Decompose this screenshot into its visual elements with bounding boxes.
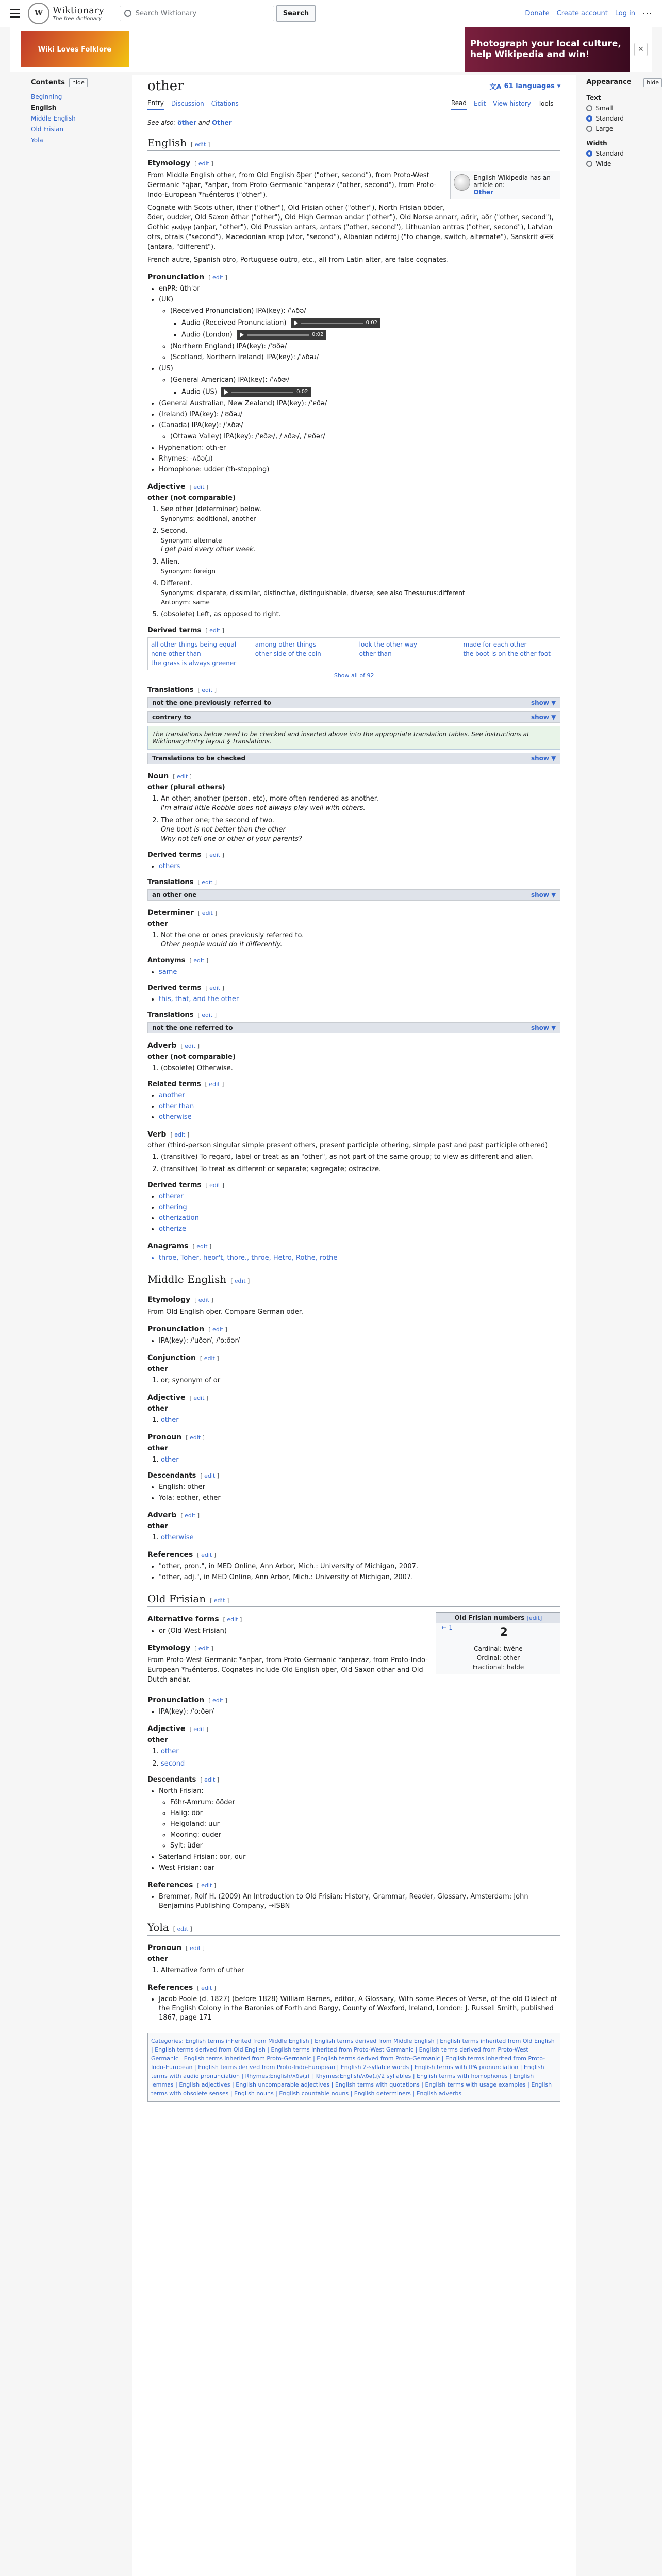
wikipedia-box: English Wikipedia has an article on: Other [450,171,560,199]
translation-box[interactable]: Translations to be checked show ▼ [147,753,560,764]
banner [10,27,652,72]
search-input[interactable] [120,6,274,21]
toc-hide-button[interactable]: hide [69,78,88,87]
heading-anagrams: Anagrams [ edit ] [147,1242,212,1250]
appearance-hide-button[interactable]: hide [643,78,662,87]
edit-link[interactable]: edit [209,1081,220,1088]
radio-text-small[interactable]: Small [586,105,662,112]
headword: other [147,920,168,928]
derived-term[interactable]: the boot is on the other foot [463,650,551,657]
edit-link[interactable]: edit [209,852,221,858]
pronunciation-list: • enPR: ŭth'ər • (UK) ◦ (Received Pronunciation) IPA(key): /ˈʌðə/ ▪ Audio (Received Pronunciation) 0:02 ▪ Audio (London) 0:02 ◦ (Northern England) IPA(key): /ˈʊðə/ ◦ (Scotland, Northern Ireland) IPA(key): /ˈʌðəɹ/ • (US) ◦ (General American) IPA(key): /ˈʌðɚ/ ▪ Audio (US) 0:02 • (General Australian, New Zealand) IPA(key): /ˈɐðə/ • (Ireland) IPA(key): /ˈʊðəɹ/ • (Canada) IPA(key): /ˈʌðɚ/ ◦ (Ottawa Valley) IPA(key): /ˈɐðɚ/, /ˈʌðɚ/, /ˈɐðər/ • Hyphenation: oth‧er • Rhymes: -ʌðə(ɹ) • Homophone: udder (th-stopping) [147,284,560,474]
check-translations-note: The translations below need to be checked and inserted above into the appropriate translation tables. See instructions at Wiktionary:Entry layout § Translations. [147,726,560,750]
derived-term[interactable]: other than [359,650,392,657]
more-options-icon[interactable]: ⋯ [642,8,652,19]
edit-link[interactable]: edit [209,1182,221,1189]
banner-logo[interactable]: Wiki Loves Folklore [21,31,129,67]
heading-adjective: Adjective [ edit ] [147,483,209,491]
toc-item-middle-english[interactable]: Middle English [31,115,76,122]
edit-link[interactable]: edit [196,1243,208,1250]
edit-link[interactable]: edit [194,141,206,148]
edit-link[interactable]: edit [174,1131,186,1138]
derived-term[interactable]: made for each other [463,641,527,648]
derived-term[interactable]: other side of the coin [255,650,321,657]
edit-link[interactable]: edit [190,1434,201,1441]
chevron-down-icon: ▾ [557,82,561,90]
edit-link[interactable]: edit [177,773,188,780]
appearance-panel: Appearance hide Text Small Standard Large Width Standard Wide [576,75,662,2576]
heading-old-frisian: Old Frisian [ edit ] [147,1592,560,1607]
translation-box[interactable]: not the one previously referred to show ▼ [147,697,560,708]
donate-link[interactable]: Donate [525,9,550,18]
sense-list: 1. An other; another (person, etc), more often rendered as another. I'm afraid little Robbie does not always play well with others. 2. The other one; the second of two. One bout is not better than the other Why not tell one or other of your parents? [147,794,560,844]
heading-adverb: Adverb [ edit ] [147,1042,200,1050]
audio-player[interactable]: 0:02 [237,330,326,340]
edit-link[interactable]: edit [202,1012,213,1019]
search-placeholder: Search Wiktionary [135,9,197,18]
heading-english: English [ edit ] [147,137,560,151]
heading-noun: Noun [ edit ] [147,772,192,781]
edit-link[interactable]: edit [209,985,221,991]
headword: other (plural others) [147,784,225,791]
header [0,0,662,27]
edit-link[interactable]: edit [198,160,210,167]
translation-box[interactable]: contrary to show ▼ [147,711,560,723]
derived-terms-grid [147,637,560,670]
login-link[interactable]: Log in [615,9,635,18]
edit-link[interactable]: edit [201,1985,212,1991]
wiktionary-logo-icon[interactable]: W [28,3,49,24]
heading-yola: Yola [ edit ] [147,1921,560,1936]
tab-entry[interactable]: Entry [147,99,164,110]
tab-read[interactable]: Read [451,99,467,110]
toc-item-beginning[interactable]: Beginning [31,93,62,100]
heading-determiner: Determiner [ edit ] [147,909,217,917]
edit-link[interactable]: edit [201,1552,212,1558]
derived-term[interactable]: others [158,862,180,870]
page-title: other [147,78,184,94]
create-account-link[interactable]: Create account [556,9,608,18]
heading-etymology: Etymology [ edit ] [147,159,213,167]
edit-link[interactable]: edit [198,1297,210,1303]
heading-verb: Verb [ edit ] [147,1130,190,1139]
toc-item-old-frisian[interactable]: Old Frisian [31,126,64,133]
edit-link[interactable]: edit [190,1945,201,1952]
show-all-button[interactable]: Show all of 92 [334,672,374,679]
radio-text-large[interactable]: Large [586,125,662,132]
edit-link[interactable]: edit [185,1043,196,1049]
play-icon [294,320,298,326]
edit-link[interactable]: edit [209,627,221,634]
edit-link[interactable]: edit [202,910,213,917]
banner-text: Photograph your local culture, help Wikipedia and win! [470,39,621,60]
edit-link[interactable]: edit [212,1697,224,1704]
radio-width-wide[interactable]: Wide [586,160,662,167]
translate-icon: 文A [489,83,502,91]
main-menu-icon[interactable] [10,9,20,18]
play-icon [224,389,228,395]
banner-ad[interactable] [465,27,630,72]
heading-pronunciation: Pronunciation [ edit ] [147,273,227,281]
derived-term[interactable]: all other things being equal [151,641,237,648]
main-content: other 文A 61 languages ▾ Entry Discussion Citations Read Edit View history Tools See also: öther and Other English [ edit ] Etymology [ edit ] English Wikipedia has an article on: Other From Middle English other, from Old English ōþer ("other, second"), from Proto-West Germanic *ą̄þar, *anþar, from Proto-Germanic *anþeraz ("other, second"), from Proto-Indo-European *h₂énteros ("other"). Cognate with Scots uther, ither ("other"), Old Frisian other ("other"), North Frisian ööder, ōder, oudder, Old Saxon ōthar ("other"), Old High German andar ("other"), Old Norse annarr, aðrir, aðr ("other, second"), Gothic 𐌰𐌽𐌸𐌰𐍂 (anþar, "other"), Old Prussian antars, antars ("other, second"), Lithuanian antras ("other, second"), Latvian otrs, otrais ("second"), Macedonian втор (vtor, "second"), Albanian ndërroj ("to change, switch, alternate"), Sanskrit अन्तर (antara, "different"). French autre, Spanish otro, Portuguese outro, etc., all from Latin alter, are false cognates. Pronunciation [ edit ] • enPR: ŭth'ər • (UK) ◦ (Received Pronunciation) IPA(key): /ˈʌðə/ ▪ Audio (Received Pronunciation) 0:02 ▪ Audio (London) 0:02 ◦ (Northern England) IPA(key): /ˈʊðə/ ◦ (Scotland, Northern Ireland) IPA(key): /ˈʌðəɹ/ • (US) ◦ (General American) IPA(key): /ˈʌðɚ/ ▪ Audio (US) 0:02 • (General Australian, New Zealand) IPA(key): /ˈɐðə/ • (Ireland) IPA(key): /ˈʊðəɹ/ • (Canada) IPA(key): /ˈʌðɚ/ ◦ (Ottawa Valley) IPA(key): /ˈɐðɚ/, /ˈʌðɚ/, /ˈɐðər/ • Hyphenation: oth‧er • Rhymes: -ʌðə(ɹ) • Homophone: udder (th-stopping) Adjective [ edit ] other (not comparable) 1. See other (determiner) below. Synonyms: additional, another 2. Second. Synonym: alternate I get paid every other week. 3. Alien. Synonym: foreign 4. Different. Synonyms: disparate, dissimilar, distinctive, distinguishable, diverse; see also Thesaurus:different Antonym: same 5. (obsolete) Left, as opposed to right. Derived terms [ edit ] all other things being equal among other things look the other way made for each other none other than other side of the coin other than the boot is on the other foot the grass is always greener Show all of 92 Translations [ edit ] not the one previously referred to show ▼ contrary to show ▼ The translations below need to be checked and inserted above into the appropriate translation tables. See instructions at Wiktionary:Entry layout § Translations. Translations to be checked show ▼ Noun [ edit ] other (plural others) 1. An other; another (person, etc), more often rendered as another. I'm afraid little Robbie does not always play well with others. 2. The other one; the second of two. One bout is not better than the other Why not tell one or other of your parents? Derived terms [ edit ] • others Translations [ edit ] an other one show ▼ Determiner [ edit ] other 1. Not the one or ones previously referred to. Other people would do it differently. Antonyms [ edit ] • same Derived terms [ edit ] • this, that, and the other Translations [ edit ] not the one referred to show ▼ Adverb [ edit ] other (not comparable) 1. (obsolete) Otherwise. Related terms [ edit ] • another • other than • otherwise Verb [ edit ] other (third-person singular simple present others, present participle othering, simple past and past participle othered) 1. (transitive) To regard, label or treat as an "other", as not part of the same group; to view as different and alien. 2. (transitive) To treat as different or separate; segregate; ostracize. Derived terms [ edit ] • otherer • othering • otherization • otherize Anagrams [ edit ] • throe, Toher, heor't, thore., throe, Hetro, Rothe, rothe Middle English [ edit ] Etymology [ edit ] From Old English ōþer. Compare German oder. Pronunciation [ edit ] • IPA(key): /ˈuðər/, /ˈoːðər/ Conjunction [ edit ] other 1. or; synonym of or Adjective [ edit ] other 1. other Pronoun [ edit ] other 1. other Descendants [ edit ] • English: other • Yola: eother, ether Adverb [ edit ] other 1. otherwise References [ edit ] • "other, pron.", in MED Online, Ann Arbor, Mich.: University of Michigan, 2007. • "other, adj.", in MED Online, Ann Arbor, Mich.: University of Michigan, 2007. Old Frisian [ edit ] Old Frisian numbers [edit] ← 1 2 Cardinal: twēne Ordinal: other Fractional: halde Alternative forms [ edit ] • ōr (Old West Frisian) Etymology [ edit ] From Proto-West Germanic *anþar, from Proto-Germanic *anþeraz, from Proto-Indo-European *h₂énteros. Cognates include Old English ōþer, Old Saxon ōthar and Old Dutch andar. Pronunciation [ edit ] • IPA(key): /ˈoːðər/ Adjective [ edit ] other 1. other 2. second Descendants [ edit ] • North Frisian: ◦ Föhr-Amrum: ööder ◦ Halig: öör ◦ Helgoland: uur ◦ Mooring: ouder ◦ Sylt: üđer • Saterland Frisian: oor, our • West Frisian: oar References [ edit ] • Bremmer, Rolf H. (2009) An Introduction to Old Frisian: History, Grammar, Reader, Glossary, Amsterdam: John Benjamins Publishing Company, →ISBN Yola [ edit ] Pronoun [ edit ] other 1. Alternative form of uther References [ edit ] • Jacob Poole (d. 1827) (before 1828) William Barnes, editor, A Glossary, With some Pieces of Verse, of the old Dialect of the English Colony in the Baronies of Forth and Bargy, County of Wexford, Ireland, London: J. Russell Smith, published 1867, page 171 Categories: English terms inherited from Middle English | English terms derived from Middle English | English terms inherited from Old English | English terms derived from Old English | English terms inherited from Proto-West Germanic | English terms derived from Proto-West Germanic | English terms inherited from Proto-Germanic | English terms derived from Proto-Germanic | English terms inherited from Proto-Indo-European | English terms derived from Proto-Indo-European | English 2-syllable words | English terms with IPA pronunciation | English terms with audio pronunciation | Rhymes:English/ʌðə(ɹ) | Rhymes:English/ʌðə(ɹ)/2 syllables | English terms with homophones | English lemmas | English adjectives | English uncomparable adjectives | English terms with quotations | English terms with usage examples | English terms with obsolete senses | English nouns | English countable nouns | English determiners | English adverbs [132,75,576,2576]
edit-link[interactable]: edit [193,1395,205,1401]
heading-middle-english: Middle English [ edit ] [147,1273,560,1287]
tab-discussion[interactable]: Discussion [171,100,204,107]
wikipedia-globe-icon [454,174,470,191]
search-button[interactable]: Search [276,5,316,22]
false-cognates-text: French autre, Spanish otro, Portuguese outro, etc., all from Latin alter, are false cognates. [147,256,449,264]
edit-link[interactable]: edit [204,1355,215,1362]
wikipedia-link[interactable]: Other [473,189,493,196]
edit-link[interactable]: edit [212,1326,224,1333]
derived-term[interactable]: among other things [255,641,317,648]
heading-derived-terms: Derived terms [ edit ] [147,626,224,634]
edit-link[interactable]: edit [204,1472,216,1479]
audio-player[interactable]: 0:02 [221,387,311,397]
cognates-text: Cognate with Scots uther, ither ("other"), Old Frisian other ("other"), North Frisian ööder, ōder, oudder, Old Saxon ōthar ("other"), Old High German andar ("other"), Old Norse annarr, aðrir, aðr ("other, second"), Gothic 𐌰𐌽𐌸𐌰𐍂 (anþar, "other"), Old Prussian antars, antars ("other, second"), Lithuanian antras ("other, second"), Latvian otrs, otrais ("second"), Macedonian втор (vtor, "second"), Albanian ndërroj ("to change, switch, alternate"), Sanskrit अन्तर (antara, "different"). [147,204,554,251]
edit-link[interactable]: edit [193,957,205,964]
edit-link[interactable]: edit [212,274,224,281]
tab-view-history[interactable]: View history [493,100,531,107]
toc-item-yola[interactable]: Yola [31,137,43,144]
derived-term[interactable]: the grass is always greener [151,659,237,667]
translation-box[interactable]: not the one referred to show ▼ [147,1022,560,1033]
derived-term[interactable]: look the other way [359,641,417,648]
translation-box[interactable]: an other one show ▼ [147,889,560,901]
tab-edit[interactable]: Edit [474,100,486,107]
edit-link[interactable]: edit [198,1645,210,1652]
edit-link[interactable]: edit [177,1926,189,1933]
sense-list: 1. See other (determiner) below. Synonyms: additional, another 2. Second. Synonym: alternate I get paid every other week. 3. Alien. Synonym: foreign 4. Different. Synonyms: disparate, dissimilar, distinctive, distinguishable, diverse; see also Thesaurus:different Antonym: same 5. (obsolete) Left, as opposed to right. [147,505,560,619]
etymology-text: From Middle English other, from Old English ōþer ("other, second"), from Proto-West Germanic *ą̄þar, *anþar, from Proto-Germanic *anþeraz ("other, second"), from Proto-Indo-European *h₂énteros ("other"). [147,172,436,199]
toc-item-english[interactable]: English [31,104,57,111]
play-icon [240,332,244,337]
see-also-note: See also: öther and Other [147,119,232,126]
edit-link[interactable]: edit [193,484,205,490]
edit-link[interactable]: edit [227,1616,238,1623]
radio-text-standard[interactable]: Standard [586,115,662,122]
edit-link[interactable]: edit [202,879,213,886]
edit-link[interactable]: edit [202,687,213,693]
languages-button[interactable] [490,81,561,91]
numbers-box: Old Frisian numbers [edit] ← 1 2 Cardinal: twēne Ordinal: other Fractional: halde [436,1612,560,1674]
toc-title: Contents [31,79,65,87]
see-also-link-2[interactable]: Other [212,119,232,126]
site-name: Wiktionary [53,5,104,16]
close-icon[interactable]: ✕ [634,43,648,56]
radio-width-standard[interactable]: Standard [586,150,662,157]
edit-link[interactable]: edit [193,1726,205,1733]
tab-citations[interactable]: Citations [211,100,239,107]
site-tagline: The free dictionary [53,16,102,22]
edit-link[interactable]: edit [204,1776,216,1783]
headword: other (not comparable) [147,494,236,502]
derived-term[interactable]: none other than [151,650,201,657]
edit-link[interactable]: edit [235,1278,246,1284]
edit-link[interactable]: edit [185,1512,196,1519]
audio-player[interactable]: 0:02 [291,318,380,328]
languages-label: 61 languages [504,82,555,90]
edit-link[interactable]: edit [201,1882,212,1889]
edit-link[interactable]: edit [214,1597,225,1604]
categories-box[interactable]: Categories: English terms inherited from Middle English | English terms derived from Middle English | English terms inherited from Old English | English terms derived from Old English | English terms inherited from Proto-West Germanic | English terms derived from Proto-West Germanic | English terms inherited from Proto-Germanic | English terms derived from Proto-Germanic | English terms inherited from Proto-Indo-European | English terms derived from Proto-Indo-European | English 2-syllable words | English terms with IPA pronunciation | English terms with audio pronunciation | Rhymes:English/ʌðə(ɹ) | Rhymes:English/ʌðə(ɹ)/2 syllables | English terms with homophones | English lemmas | English adjectives | English uncomparable adjectives | English terms with quotations | English terms with usage examples | English terms with obsolete senses | English nouns | English countable nouns | English determiners | English adverbs [147,2033,560,2102]
table-of-contents [0,75,122,2576]
site-logo[interactable] [53,5,104,22]
heading-translations: Translations [ edit ] [147,686,217,694]
tools-menu[interactable]: Tools [538,100,554,107]
search-icon [124,10,131,17]
see-also-link-1[interactable]: öther [177,119,196,126]
